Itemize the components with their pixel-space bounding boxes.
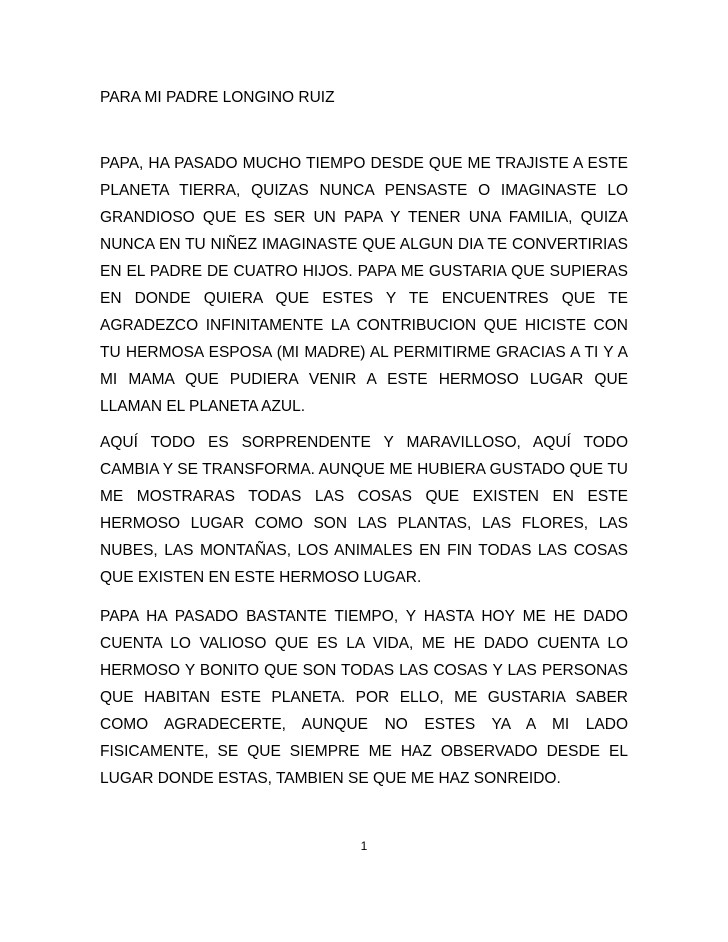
paragraph-2: AQUÍ TODO ES SORPRENDENTE Y MARAVILLOSO, AQUÍ TODO CAMBIA Y SE TRANSFORMA. AUNQUE ME HUBIERA GUSTADO QUE TU ME MOSTRARAS TODAS LAS COSAS QUE EXISTEN EN ESTE HERMOSO LUGAR COMO SON LAS PLANTAS, LAS FLORES, LAS NUBES, LAS MONTAÑAS, LOS ANIMALES EN FIN TODAS LAS COSAS QUE EXISTEN EN ESTE HERMOSO LUGAR. xyxy=(100,434,628,586)
paragraph-1: PAPA, HA PASADO MUCHO TIEMPO DESDE QUE ME TRAJISTE A ESTE PLANETA TIERRA, QUIZAS NUNCA PENSASTE O IMAGINASTE LO GRANDIOSO QUE ES SER UN PAPA Y TENER UNA FAMILIA, QUIZA NUNCA EN TU NIÑEZ IMAGINASTE QUE ALGUN DIA TE CONVERTIRIAS EN EL PADRE DE CUATRO HIJOS. PAPA ME GUSTARIA QUE SUPIERAS EN DONDE QUIERA QUE ESTES Y TE ENCUENTRES QUE TE AGRADEZCO INFINITAMENTE LA CONTRIBUCION QUE HICISTE CON TU HERMOSA ESPOSA (MI MADRE) AL PERMITIRME GRACIAS A TI Y A MI MAMA QUE PUDIERA VENIR A ESTE HERMOSO LUGAR QUE LLAMAN EL PLANETA AZUL. xyxy=(100,155,628,415)
document-title: PARA MI PADRE LONGINO RUIZ xyxy=(100,89,335,106)
paragraph-3: PAPA HA PASADO BASTANTE TIEMPO, Y HASTA HOY ME HE DADO CUENTA LO VALIOSO QUE ES LA VIDA, ME HE DADO CUENTA LO HERMOSO Y BONITO QUE SON TODAS LAS COSAS Y LAS PERSONAS QUE HABITAN ESTE PLANETA. POR ELLO, ME GUSTARIA SABER COMO AGRADECERTE, AUNQUE NO ESTES YA A MI LADO FISICAMENTE, SE QUE SIEMPRE ME HAZ OBSERVADO DESDE EL LUGAR DONDE ESTAS, TAMBIEN SE QUE ME HAZ SONREIDO. xyxy=(100,608,628,787)
page-number: 1 xyxy=(360,839,368,853)
